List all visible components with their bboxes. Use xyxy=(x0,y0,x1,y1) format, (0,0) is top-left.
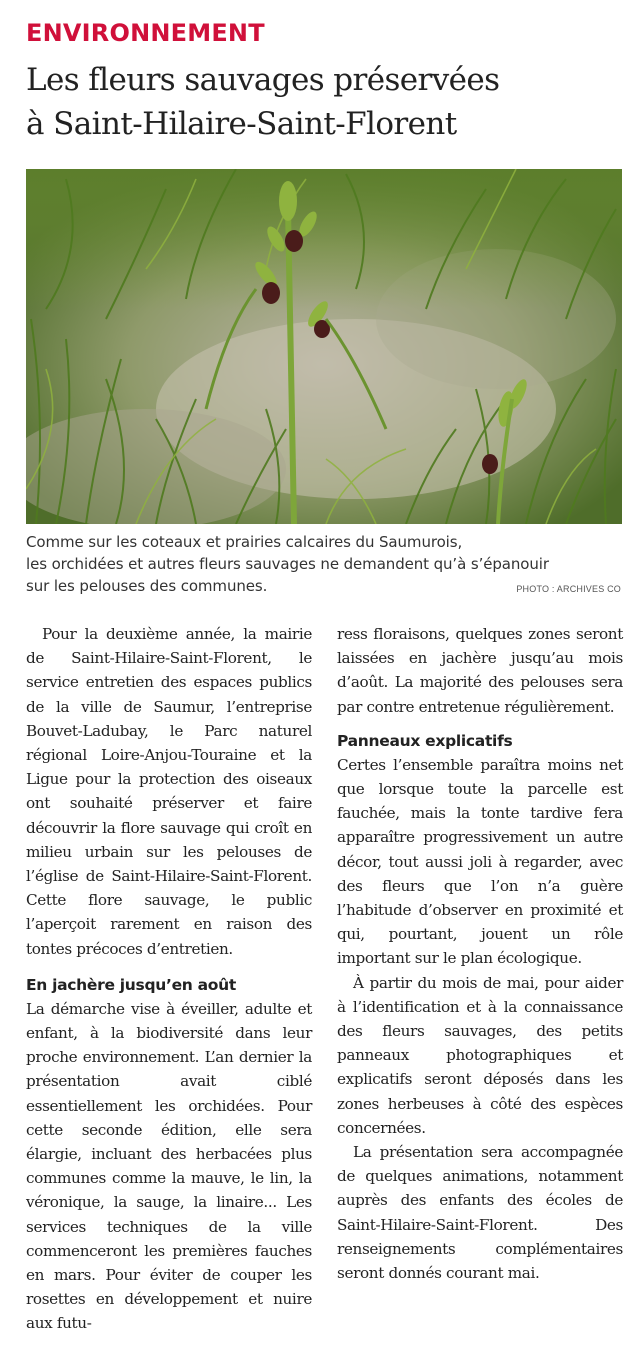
caption-line-2: les orchidées et autres fleurs sauvages ne demandent qu’à s’épanouir xyxy=(26,555,549,573)
article-column-left xyxy=(26,622,312,1336)
article-title xyxy=(26,58,626,146)
photo-credit: PHOTO : ARCHIVES CO xyxy=(516,584,621,594)
subheading-panneaux: Panneaux explicatifs xyxy=(337,731,513,750)
title-line-2: à Saint-Hilaire-Saint-Florent xyxy=(26,106,457,142)
title-line-1: Les fleurs sauvages préservées xyxy=(26,62,500,98)
paragraph-intro: Pour la deuxième année, la mairie de Saint-Hilaire-Saint-Florent, le service entretien des espaces publics de la ville de Saumur, l’entreprise Bouvet-Ladubay, le Parc naturel régional Loire-Anjou-Touraine et la Ligue pour la protection des oiseaux ont souhaité préserver et faire découvrir la flore sauvage qui croît en milieu urbain sur les pelouses de l’église de Saint-Hilaire-Saint-Florent. Cette flore sauvage, le public l’aperçoit rarement en raison des tontes précoces d’entretien. xyxy=(26,625,312,958)
caption-line-3: sur les pelouses des communes. xyxy=(26,577,268,595)
paragraph-panneaux-3: La présentation sera accompagnée de quelques animations, notamment auprès des enfants des écoles de Saint-Hilaire-Saint-Florent. Des renseignements complémentaires seront donnés courant mai. xyxy=(337,1143,623,1283)
caption-line-1: Comme sur les coteaux et prairies calcaires du Saumurois, xyxy=(26,533,463,551)
section-rubric: ENVIRONNEMENT xyxy=(26,19,265,47)
paragraph-jachere-right: ress floraisons, quelques zones seront laissées en jachère jusqu’au mois d’août. La majorité des pelouses sera par contre entretenue régulièrement. xyxy=(337,625,623,716)
paragraph-jachere-left: La démarche vise à éveiller, adulte et enfant, à la biodiversité dans leur proche environnement. L’an dernier la présentation avait ciblé essentiellement les orchidées. Pour cette seconde édition, elle sera élargie, incluant des herbacées plus communes comme la mauve, le lin, la véronique, la sauge, la linaire... Les services techniques de la ville commenceront les premières fauches en mars. Pour éviter de couper les rosettes en développement et nuire aux futu- xyxy=(26,999,312,1333)
orchid-illustration xyxy=(26,169,622,524)
subheading-jachere: En jachère jusqu’en août xyxy=(26,975,236,994)
orchid-photo xyxy=(26,169,622,524)
paragraph-panneaux-2: À partir du mois de mai, pour aider à l’identification et à la connaissance des fleurs sauvages, des petits panneaux photographiques et explicatifs seront déposés dans les zones herbeuses à côté des espèces concernées. xyxy=(337,973,623,1137)
paragraph-panneaux-1: Certes l’ensemble paraîtra moins net que lorsque toute la parcelle est fauchée, mais la tonte tardive fera apparaître progressivement un autre décor, tout aussi joli à regarder, avec des fleurs que l’on n’a guère l’habitude d’observer en proximité et qui, pourtant, jouent un rôle important sur le plan écologique. xyxy=(337,755,623,968)
article-column-right xyxy=(337,622,623,1285)
